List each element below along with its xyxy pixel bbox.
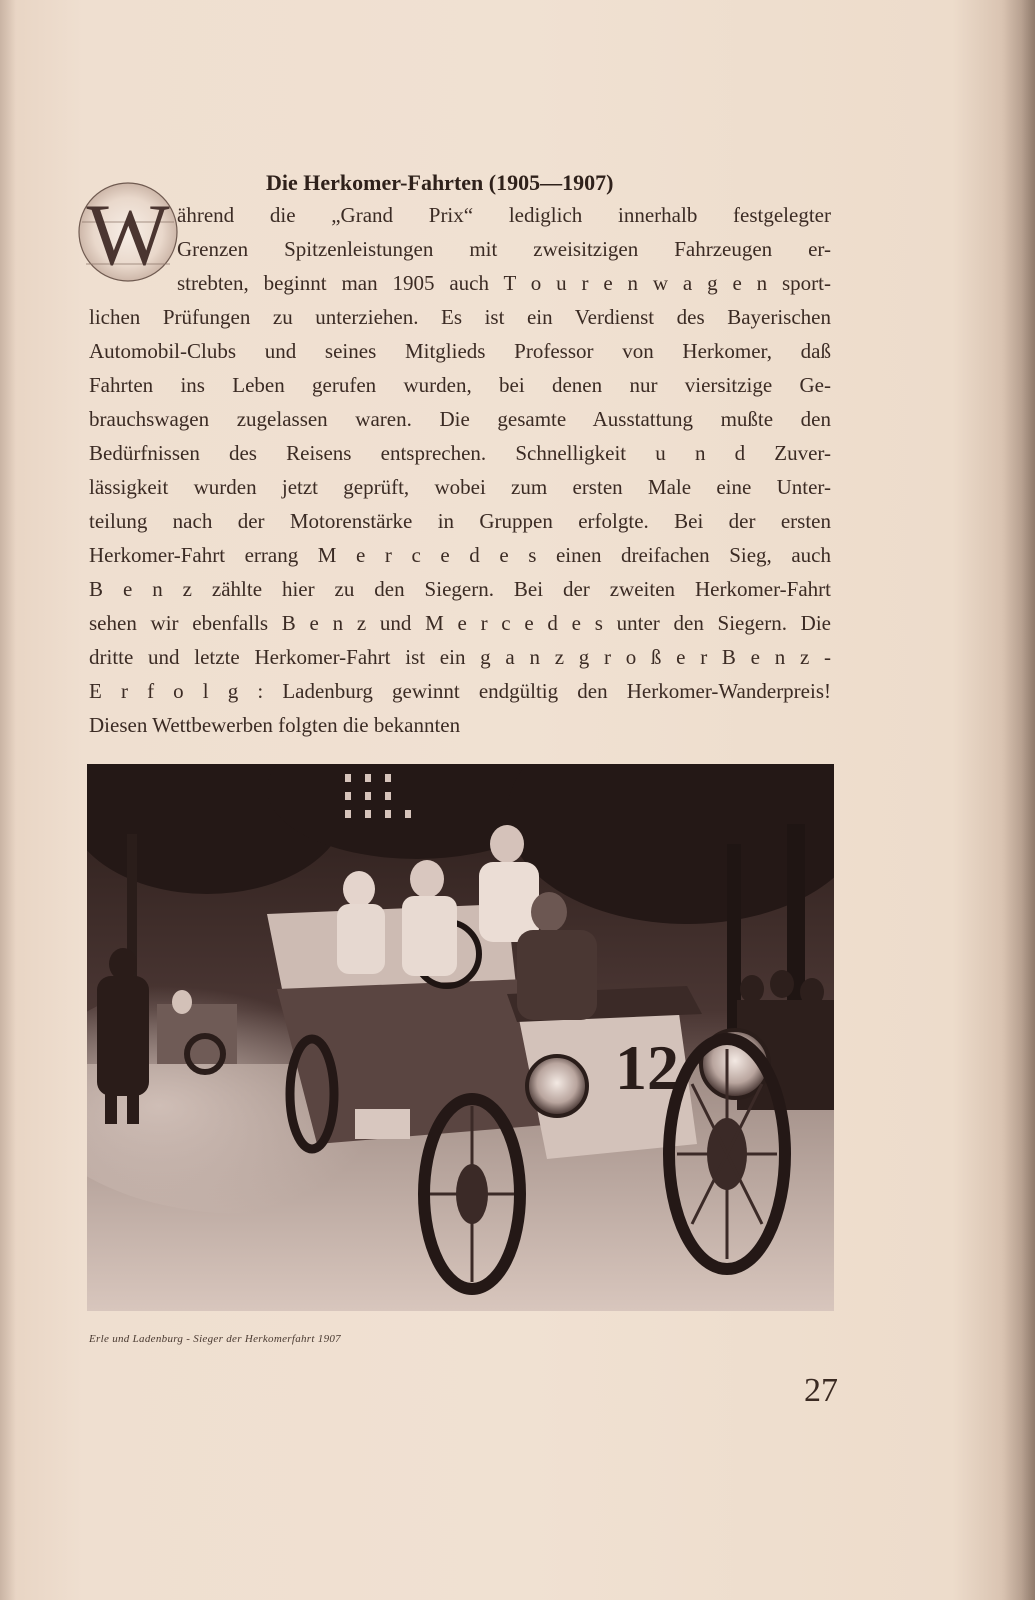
text-line-1: ährend die „Grand Prix“ lediglich innerhalb festgelegter	[177, 203, 831, 227]
text-line-9: lässigkeit wurden jetzt geprüft, wobei zum ersten Male eine Unter-	[89, 475, 831, 499]
text-line-6: Fahrten ins Leben gerufen wurden, bei denen nur viersitzige Ge-	[89, 373, 831, 397]
text-line-13: sehen wir ebenfalls B e n z und M e r c e d e s unter den Siegern. Die	[89, 611, 831, 635]
text-line-12: B e n z zählte hier zu den Siegern. Bei der zweiten Herkomer-Fahrt	[89, 577, 831, 601]
text-line-3: strebten, beginnt man 1905 auch T o u r e n w a g e n sport-	[177, 271, 831, 295]
historic-photo	[87, 764, 834, 1311]
text-line-10: teilung nach der Motorenstärke in Gruppen erfolgte. Bei der ersten	[89, 509, 831, 533]
text-line-8: Bedürfnissen des Reisens entsprechen. Schnelligkeit u n d Zuver-	[89, 441, 831, 465]
drop-cap-letter: W	[86, 187, 170, 284]
running-board-box	[355, 1109, 410, 1139]
text-line-14: dritte und letzte Herkomer-Fahrt ist ein g a n z g r o ß e r B e n z -	[89, 645, 831, 669]
page-number: 27	[804, 1372, 838, 1409]
binding-shadow	[0, 0, 16, 1600]
text-line-2: Grenzen Spitzenleistungen mit zweisitzigen Fahrzeugen er-	[177, 237, 831, 261]
page-edge-shadow	[1001, 0, 1035, 1600]
text-line-4: lichen Prüfungen zu unterziehen. Es ist ein Verdienst des Bayerischen	[89, 305, 831, 329]
text-line-7: brauchswagen zugelassen waren. Die gesamte Ausstattung mußte den	[89, 407, 831, 431]
headlamp-left	[527, 1056, 587, 1116]
chapter-heading: Die Herkomer-Fahrten (1905—1907)	[266, 170, 614, 195]
body-text	[89, 198, 831, 753]
photo-caption: Erle und Ladenburg - Sieger der Herkomerfahrt 1907	[89, 1333, 341, 1345]
text-line-11: Herkomer-Fahrt errang M e r c e d e s einen dreifachen Sieg, auch	[89, 543, 831, 567]
race-number: 12	[615, 1032, 679, 1103]
text-line-5: Automobil-Clubs und seines Mitglieds Professor von Herkomer, daß	[89, 339, 831, 363]
text-line-15: E r f o l g : Ladenburg gewinnt endgültig den Herkomer-Wanderpreis!	[89, 679, 831, 703]
text-line-16: Diesen Wettbewerben folgten die bekannten	[89, 713, 461, 737]
